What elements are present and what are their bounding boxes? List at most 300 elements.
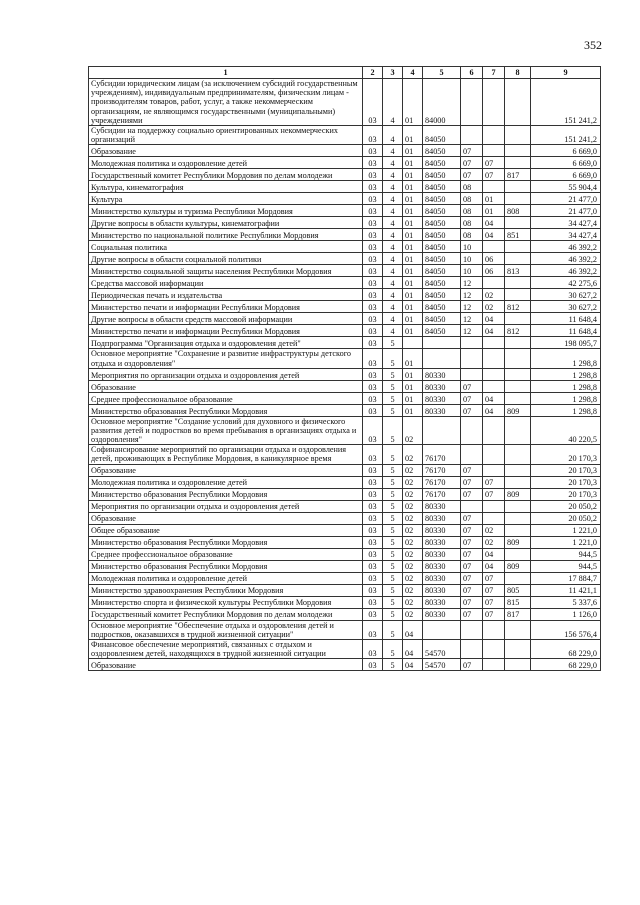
row-name-cell: Министерство образования Республики Мордовия <box>89 536 363 548</box>
amount-cell: 1 221,0 <box>531 524 601 536</box>
code-cell: 84050 <box>423 145 461 157</box>
code-cell <box>505 380 531 392</box>
row-name-cell: Министерство спорта и физической культуры Республики Мордовия <box>89 596 363 608</box>
code-cell: 5 <box>383 500 403 512</box>
code-cell <box>483 659 505 671</box>
row-name-cell: Культура <box>89 193 363 205</box>
amount-cell: 1 221,0 <box>531 536 601 548</box>
code-cell: 4 <box>383 301 403 313</box>
row-name-cell: Софинансирование мероприятий по организации отдыха и оздоровления детей, проживающих в Республике Мордовия, в каникулярное время <box>89 445 363 464</box>
code-cell <box>505 572 531 584</box>
code-cell: 01 <box>403 241 423 253</box>
code-cell <box>505 416 531 445</box>
row-name-cell: Образование <box>89 380 363 392</box>
table-row <box>89 205 601 217</box>
code-cell <box>483 125 505 144</box>
row-name-cell: Периодическая печать и издательства <box>89 289 363 301</box>
amount-cell: 151 241,2 <box>531 125 601 144</box>
code-cell: 03 <box>363 620 383 639</box>
table-row <box>89 229 601 241</box>
code-cell: 02 <box>403 560 423 572</box>
code-cell <box>505 524 531 536</box>
amount-cell: 21 477,0 <box>531 205 601 217</box>
code-cell <box>505 313 531 325</box>
code-cell: 01 <box>483 193 505 205</box>
code-cell: 03 <box>363 157 383 169</box>
code-cell: 5 <box>383 560 403 572</box>
row-name-cell: Министерство образования Республики Мордовия <box>89 488 363 500</box>
code-cell: 5 <box>383 392 403 404</box>
amount-cell: 1 298,8 <box>531 392 601 404</box>
amount-cell: 151 241,2 <box>531 79 601 126</box>
code-cell: 07 <box>461 524 483 536</box>
code-cell <box>483 368 505 380</box>
code-cell: 84050 <box>423 241 461 253</box>
table-row <box>89 217 601 229</box>
code-cell: 812 <box>505 325 531 337</box>
code-cell: 4 <box>383 241 403 253</box>
code-cell: 80330 <box>423 404 461 416</box>
code-cell: 10 <box>461 253 483 265</box>
amount-cell: 34 427,4 <box>531 217 601 229</box>
amount-cell: 944,5 <box>531 548 601 560</box>
code-cell <box>483 620 505 639</box>
code-cell: 76170 <box>423 445 461 464</box>
code-cell <box>505 464 531 476</box>
code-cell: 03 <box>363 380 383 392</box>
code-cell: 80330 <box>423 524 461 536</box>
table-row <box>89 253 601 265</box>
code-cell: 03 <box>363 404 383 416</box>
row-name-cell: Молодежная политика и оздоровление детей <box>89 476 363 488</box>
code-cell: 07 <box>461 560 483 572</box>
code-cell: 01 <box>403 301 423 313</box>
code-cell: 07 <box>461 157 483 169</box>
amount-cell: 11 421,1 <box>531 584 601 596</box>
table-row <box>89 620 601 639</box>
code-cell: 5 <box>383 548 403 560</box>
code-cell: 4 <box>383 157 403 169</box>
code-cell: 80330 <box>423 596 461 608</box>
amount-cell: 6 669,0 <box>531 145 601 157</box>
row-name-cell: Субсидии юридическим лицам (за исключением субсидий государственным учреждениям), индивидуальным предпринимателям, физическим лицам - производителям товаров, работ, услуг, а также некоммерческим организациям, не являющимся государственными (муниципальными) учреждениями <box>89 79 363 126</box>
table-row <box>89 169 601 181</box>
row-name-cell: Образование <box>89 145 363 157</box>
table-row <box>89 524 601 536</box>
code-cell <box>505 289 531 301</box>
row-name-cell: Мероприятия по организации отдыха и оздоровления детей <box>89 500 363 512</box>
table-row <box>89 380 601 392</box>
amount-cell: 42 275,6 <box>531 277 601 289</box>
code-cell: 07 <box>461 404 483 416</box>
code-cell: 08 <box>461 205 483 217</box>
code-cell <box>505 640 531 659</box>
column-header: 5 <box>423 67 461 79</box>
code-cell: 07 <box>461 392 483 404</box>
amount-cell: 20 170,3 <box>531 476 601 488</box>
table-row <box>89 289 601 301</box>
table-row <box>89 584 601 596</box>
table-row <box>89 640 601 659</box>
code-cell: 07 <box>483 584 505 596</box>
code-cell <box>483 512 505 524</box>
code-cell: 4 <box>383 193 403 205</box>
code-cell <box>505 193 531 205</box>
table-row <box>89 349 601 368</box>
code-cell <box>505 445 531 464</box>
column-header: 1 <box>89 67 363 79</box>
code-cell: 03 <box>363 265 383 277</box>
code-cell: 01 <box>403 125 423 144</box>
row-name-cell: Подпрограмма "Организация отдыха и оздоровления детей" <box>89 337 363 349</box>
table-row <box>89 193 601 205</box>
code-cell: 03 <box>363 572 383 584</box>
code-cell: 01 <box>403 368 423 380</box>
code-cell: 84050 <box>423 181 461 193</box>
row-name-cell: Субсидии на поддержку социально ориентированных некоммерческих организаций <box>89 125 363 144</box>
code-cell: 02 <box>403 488 423 500</box>
code-cell: 10 <box>461 265 483 277</box>
code-cell: 80330 <box>423 560 461 572</box>
code-cell: 54570 <box>423 640 461 659</box>
table-row <box>89 560 601 572</box>
code-cell <box>505 337 531 349</box>
code-cell: 01 <box>403 349 423 368</box>
amount-cell: 40 220,5 <box>531 416 601 445</box>
code-cell <box>505 659 531 671</box>
code-cell: 10 <box>461 241 483 253</box>
code-cell: 04 <box>483 548 505 560</box>
code-cell: 01 <box>403 181 423 193</box>
code-cell: 03 <box>363 445 383 464</box>
code-cell: 84050 <box>423 217 461 229</box>
code-cell <box>461 445 483 464</box>
table-row <box>89 445 601 464</box>
code-cell: 80330 <box>423 536 461 548</box>
code-cell <box>505 620 531 639</box>
code-cell <box>505 512 531 524</box>
code-cell: 04 <box>483 229 505 241</box>
row-name-cell: Министерство печати и информации Республики Мордовия <box>89 325 363 337</box>
code-cell: 03 <box>363 349 383 368</box>
code-cell: 03 <box>363 560 383 572</box>
code-cell: 04 <box>403 640 423 659</box>
amount-cell: 198 095,7 <box>531 337 601 349</box>
amount-cell: 17 884,7 <box>531 572 601 584</box>
code-cell: 04 <box>483 560 505 572</box>
code-cell: 5 <box>383 536 403 548</box>
code-cell: 07 <box>483 596 505 608</box>
table-row <box>89 596 601 608</box>
code-cell <box>483 416 505 445</box>
amount-cell: 6 669,0 <box>531 169 601 181</box>
row-name-cell: Средства массовой информации <box>89 277 363 289</box>
row-name-cell: Другие вопросы в области социальной политики <box>89 253 363 265</box>
budget-table <box>88 66 601 671</box>
code-cell: 03 <box>363 488 383 500</box>
code-cell <box>423 620 461 639</box>
code-cell: 01 <box>403 313 423 325</box>
code-cell: 805 <box>505 584 531 596</box>
code-cell: 03 <box>363 584 383 596</box>
code-cell: 12 <box>461 301 483 313</box>
code-cell <box>505 253 531 265</box>
code-cell: 01 <box>403 265 423 277</box>
code-cell: 84050 <box>423 193 461 205</box>
code-cell: 01 <box>403 217 423 229</box>
code-cell: 03 <box>363 640 383 659</box>
code-cell: 4 <box>383 169 403 181</box>
code-cell: 84050 <box>423 289 461 301</box>
code-cell: 02 <box>403 524 423 536</box>
table-row <box>89 313 601 325</box>
code-cell: 04 <box>483 404 505 416</box>
code-cell: 5 <box>383 488 403 500</box>
code-cell: 03 <box>363 193 383 205</box>
amount-cell: 30 627,2 <box>531 289 601 301</box>
row-name-cell: Министерство социальной защиты населения Республики Мордовия <box>89 265 363 277</box>
row-name-cell: Образование <box>89 659 363 671</box>
code-cell: 84050 <box>423 313 461 325</box>
code-cell: 4 <box>383 229 403 241</box>
code-cell: 12 <box>461 289 483 301</box>
code-cell <box>461 349 483 368</box>
amount-cell: 944,5 <box>531 560 601 572</box>
code-cell: 812 <box>505 301 531 313</box>
code-cell: 851 <box>505 229 531 241</box>
amount-cell: 1 298,8 <box>531 349 601 368</box>
code-cell: 03 <box>363 169 383 181</box>
code-cell: 04 <box>483 217 505 229</box>
code-cell <box>461 79 483 126</box>
column-header: 3 <box>383 67 403 79</box>
row-name-cell: Государственный комитет Республики Мордовия по делам молодежи <box>89 169 363 181</box>
code-cell <box>483 337 505 349</box>
code-cell: 03 <box>363 659 383 671</box>
code-cell: 02 <box>483 289 505 301</box>
code-cell <box>505 217 531 229</box>
row-name-cell: Образование <box>89 464 363 476</box>
code-cell: 08 <box>461 181 483 193</box>
code-cell: 04 <box>483 313 505 325</box>
code-cell: 5 <box>383 476 403 488</box>
table-row <box>89 416 601 445</box>
code-cell: 02 <box>483 524 505 536</box>
code-cell: 08 <box>461 193 483 205</box>
code-cell: 84050 <box>423 265 461 277</box>
table-row <box>89 659 601 671</box>
code-cell: 5 <box>383 416 403 445</box>
code-cell <box>483 445 505 464</box>
code-cell <box>461 416 483 445</box>
row-name-cell: Молодежная политика и оздоровление детей <box>89 157 363 169</box>
code-cell: 80330 <box>423 368 461 380</box>
code-cell <box>461 500 483 512</box>
code-cell <box>483 79 505 126</box>
code-cell: 5 <box>383 404 403 416</box>
code-cell: 03 <box>363 217 383 229</box>
code-cell: 12 <box>461 325 483 337</box>
amount-cell: 20 170,3 <box>531 464 601 476</box>
row-name-cell: Культура, кинематография <box>89 181 363 193</box>
code-cell: 03 <box>363 253 383 265</box>
code-cell <box>483 464 505 476</box>
code-cell <box>505 548 531 560</box>
row-name-cell: Министерство образования Республики Мордовия <box>89 560 363 572</box>
code-cell: 04 <box>483 392 505 404</box>
code-cell: 12 <box>461 277 483 289</box>
code-cell: 4 <box>383 79 403 126</box>
code-cell: 809 <box>505 560 531 572</box>
code-cell: 03 <box>363 416 383 445</box>
code-cell <box>505 145 531 157</box>
code-cell: 4 <box>383 313 403 325</box>
code-cell: 07 <box>461 169 483 181</box>
code-cell: 02 <box>483 301 505 313</box>
table-row <box>89 488 601 500</box>
amount-cell: 68 229,0 <box>531 659 601 671</box>
code-cell: 02 <box>403 584 423 596</box>
amount-cell: 55 904,4 <box>531 181 601 193</box>
code-cell: 08 <box>461 229 483 241</box>
code-cell <box>403 337 423 349</box>
row-name-cell: Государственный комитет Республики Мордовия по делам молодежи <box>89 608 363 620</box>
code-cell: 03 <box>363 241 383 253</box>
code-cell: 76170 <box>423 464 461 476</box>
code-cell: 07 <box>461 572 483 584</box>
code-cell: 01 <box>403 229 423 241</box>
code-cell <box>505 125 531 144</box>
row-name-cell: Среднее профессиональное образование <box>89 548 363 560</box>
row-name-cell: Другие вопросы в области средств массовой информации <box>89 313 363 325</box>
code-cell: 84050 <box>423 229 461 241</box>
code-cell: 02 <box>403 416 423 445</box>
code-cell: 84050 <box>423 169 461 181</box>
amount-cell: 20 170,3 <box>531 445 601 464</box>
code-cell: 02 <box>403 500 423 512</box>
code-cell: 07 <box>461 512 483 524</box>
code-cell: 80330 <box>423 572 461 584</box>
amount-cell: 5 337,6 <box>531 596 601 608</box>
code-cell: 07 <box>483 157 505 169</box>
table-row <box>89 476 601 488</box>
table-row <box>89 536 601 548</box>
code-cell: 07 <box>461 659 483 671</box>
code-cell: 03 <box>363 536 383 548</box>
code-cell: 07 <box>461 536 483 548</box>
code-cell: 5 <box>383 608 403 620</box>
table-header-row <box>89 67 601 79</box>
code-cell: 5 <box>383 445 403 464</box>
code-cell <box>483 241 505 253</box>
code-cell: 84050 <box>423 253 461 265</box>
table-row <box>89 241 601 253</box>
row-name-cell: Основное мероприятие "Создание условий для духовного и физического развития детей и подростков во время пребывания в организациях отдыха и оздоровления" <box>89 416 363 445</box>
code-cell <box>505 277 531 289</box>
code-cell: 80330 <box>423 392 461 404</box>
code-cell <box>461 368 483 380</box>
amount-cell: 1 298,8 <box>531 404 601 416</box>
row-name-cell: Социальная политика <box>89 241 363 253</box>
code-cell: 4 <box>383 217 403 229</box>
code-cell <box>505 181 531 193</box>
code-cell: 07 <box>461 380 483 392</box>
code-cell: 84050 <box>423 205 461 217</box>
code-cell: 01 <box>403 325 423 337</box>
amount-cell: 20 170,3 <box>531 488 601 500</box>
code-cell: 01 <box>403 157 423 169</box>
table-row <box>89 325 601 337</box>
code-cell <box>461 640 483 659</box>
code-cell <box>423 337 461 349</box>
code-cell: 07 <box>461 596 483 608</box>
code-cell: 07 <box>483 169 505 181</box>
code-cell: 07 <box>461 548 483 560</box>
code-cell: 02 <box>403 548 423 560</box>
code-cell: 07 <box>461 476 483 488</box>
row-name-cell: Основное мероприятие "Сохранение и развитие инфраструктуры детского отдыха и оздоровления" <box>89 349 363 368</box>
code-cell <box>505 476 531 488</box>
code-cell: 4 <box>383 289 403 301</box>
code-cell: 01 <box>403 277 423 289</box>
amount-cell: 46 392,2 <box>531 265 601 277</box>
code-cell: 03 <box>363 313 383 325</box>
amount-cell: 11 648,4 <box>531 325 601 337</box>
row-name-cell: Министерство образования Республики Мордовия <box>89 404 363 416</box>
table-row <box>89 392 601 404</box>
code-cell: 02 <box>483 536 505 548</box>
code-cell <box>483 181 505 193</box>
code-cell: 03 <box>363 476 383 488</box>
code-cell: 04 <box>403 659 423 671</box>
code-cell <box>505 157 531 169</box>
table-body <box>89 79 601 671</box>
table-row <box>89 277 601 289</box>
code-cell: 03 <box>363 181 383 193</box>
code-cell: 4 <box>383 277 403 289</box>
amount-cell: 1 298,8 <box>531 368 601 380</box>
page-number: 352 <box>584 38 602 52</box>
table-row <box>89 181 601 193</box>
code-cell: 4 <box>383 265 403 277</box>
code-cell <box>505 392 531 404</box>
code-cell <box>483 145 505 157</box>
code-cell: 4 <box>383 205 403 217</box>
code-cell: 01 <box>403 253 423 265</box>
code-cell: 4 <box>383 253 403 265</box>
code-cell: 809 <box>505 488 531 500</box>
code-cell: 80330 <box>423 608 461 620</box>
code-cell: 03 <box>363 277 383 289</box>
code-cell: 07 <box>483 488 505 500</box>
code-cell <box>483 349 505 368</box>
amount-cell: 34 427,4 <box>531 229 601 241</box>
code-cell: 01 <box>483 205 505 217</box>
code-cell: 03 <box>363 500 383 512</box>
amount-cell: 21 477,0 <box>531 193 601 205</box>
code-cell: 07 <box>483 608 505 620</box>
code-cell: 4 <box>383 125 403 144</box>
code-cell: 5 <box>383 380 403 392</box>
amount-cell: 46 392,2 <box>531 241 601 253</box>
row-name-cell: Министерство культуры и туризма Республики Мордовия <box>89 205 363 217</box>
column-header: 8 <box>505 67 531 79</box>
code-cell: 5 <box>383 524 403 536</box>
code-cell: 03 <box>363 392 383 404</box>
code-cell: 84050 <box>423 301 461 313</box>
table-row <box>89 337 601 349</box>
code-cell: 03 <box>363 337 383 349</box>
